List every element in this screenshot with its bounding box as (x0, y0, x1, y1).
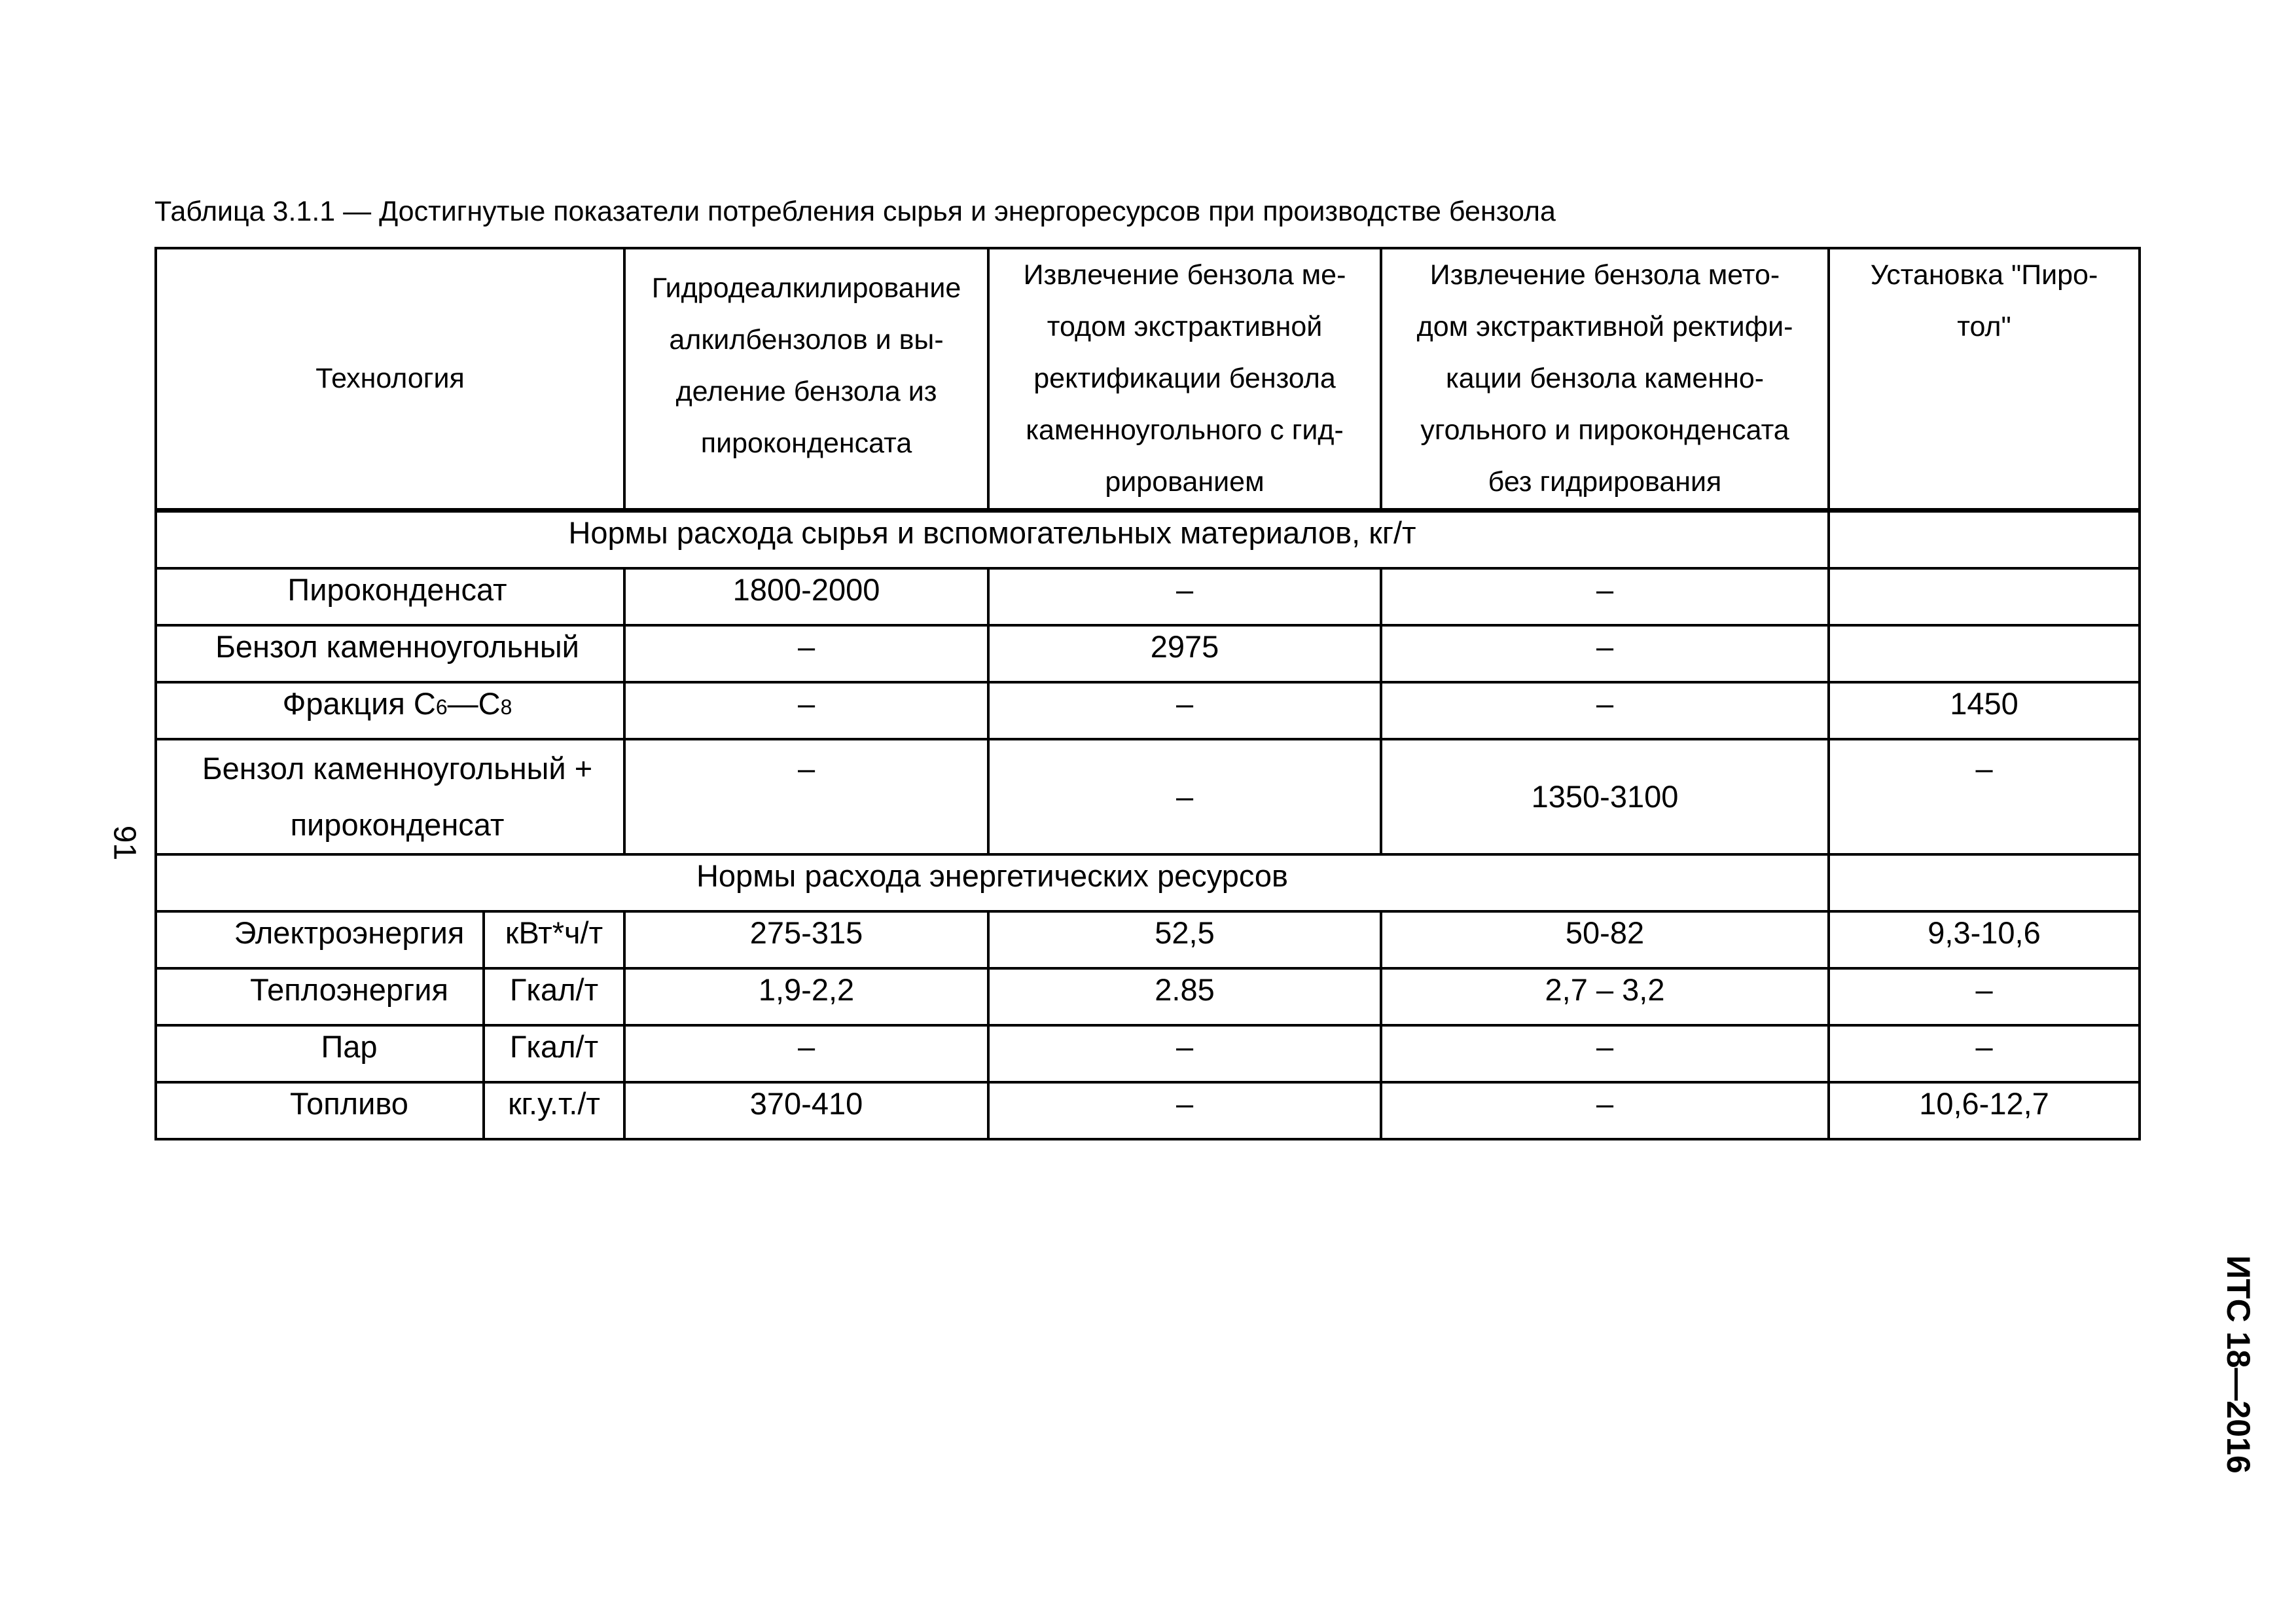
table-cell: – (988, 682, 1381, 739)
table-cell: – (624, 1025, 988, 1082)
section-row-raw (156, 511, 2140, 569)
table-row (156, 739, 2140, 854)
header-technology: Технология (156, 248, 624, 511)
table-row (156, 682, 2140, 739)
section-title-raw: Нормы расхода сырья и вспомогательных материалов, кг/т (156, 511, 1829, 569)
table-cell: 10,6-12,7 (1829, 1082, 2140, 1139)
table-cell: – (1381, 1025, 1829, 1082)
table-cell: 9,3-10,6 (1829, 911, 2140, 968)
section-row-energy (156, 854, 2140, 911)
table-row (156, 625, 2140, 682)
consumption-table (154, 247, 2141, 1140)
row-label: Бензол каменноугольный + пироконденсат (156, 739, 624, 854)
table-row (156, 968, 2140, 1025)
header-pyrotol: Установка "Пиро- тол" (1829, 248, 2140, 511)
table-cell (1829, 854, 2140, 911)
table-cell: 2.85 (988, 968, 1381, 1025)
table-caption: Таблица 3.1.1 — Достигнутые показатели потребления сырья и энергоресурсов при производстве бензола (154, 196, 1556, 227)
table-cell: 50-82 (1381, 911, 1829, 968)
table-cell: – (988, 1082, 1381, 1139)
table-cell: – (1381, 1082, 1829, 1139)
row-label: Теплоэнергия (156, 968, 484, 1025)
table-cell: – (624, 739, 988, 854)
row-label: Электроэнергия (156, 911, 484, 968)
table-cell: – (1829, 1025, 2140, 1082)
unit-cell: кВт*ч/т (484, 911, 624, 968)
unit-cell: кг.у.т./т (484, 1082, 624, 1139)
row-label: Фракция С6—С8 (156, 682, 624, 739)
table-cell: – (1829, 739, 2140, 854)
table-cell: – (1381, 568, 1829, 625)
table-cell: – (1381, 682, 1829, 739)
table-cell (1829, 625, 2140, 682)
section-title-energy: Нормы расхода энергетических ресурсов (156, 854, 1829, 911)
header-extraction-no-hydro: Извлечение бензола мето- дом экстрактивной ректифи- кации бензола каменно- угольного и пироконденсата без гидрирования (1381, 248, 1829, 511)
table-cell: 52,5 (988, 911, 1381, 968)
page-number: 91 (107, 825, 142, 861)
table-cell: 2,7 – 3,2 (1381, 968, 1829, 1025)
table-cell: – (1829, 968, 2140, 1025)
header-hydrodealkylation: Гидродеалкилирование алкилбензолов и вы- деление бензола из пироконденсата (624, 248, 988, 511)
row-label: Пироконденсат (156, 568, 624, 625)
row-label: Топливо (156, 1082, 484, 1139)
table-cell: 275-315 (624, 911, 988, 968)
table-row (156, 1082, 2140, 1139)
row-label: Пар (156, 1025, 484, 1082)
table-cell: 1350-3100 (1381, 739, 1829, 854)
table-cell: 1800-2000 (624, 568, 988, 625)
table-row (156, 911, 2140, 968)
table-cell (1829, 511, 2140, 569)
table-cell: – (1381, 625, 1829, 682)
table-row (156, 568, 2140, 625)
row-label: Бензол каменноугольный (156, 625, 624, 682)
table-cell: – (624, 682, 988, 739)
table-cell: – (988, 1025, 1381, 1082)
table-cell: 2975 (988, 625, 1381, 682)
table-cell: 370-410 (624, 1082, 988, 1139)
unit-cell: Гкал/т (484, 968, 624, 1025)
unit-cell: Гкал/т (484, 1025, 624, 1082)
table-cell: 1,9-2,2 (624, 968, 988, 1025)
table-row (156, 1025, 2140, 1082)
table-header-row (156, 248, 2140, 511)
table-cell (1829, 568, 2140, 625)
table-cell: – (624, 625, 988, 682)
standard-code: ИТС 18—2016 (2220, 1255, 2257, 1474)
table-cell: 1450 (1829, 682, 2140, 739)
table-cell: – (988, 568, 1381, 625)
table-cell: – (988, 739, 1381, 854)
header-extraction-hydro: Извлечение бензола ме- тодом экстрактивной ректификации бензола каменноугольного с гид- рированием (988, 248, 1381, 511)
